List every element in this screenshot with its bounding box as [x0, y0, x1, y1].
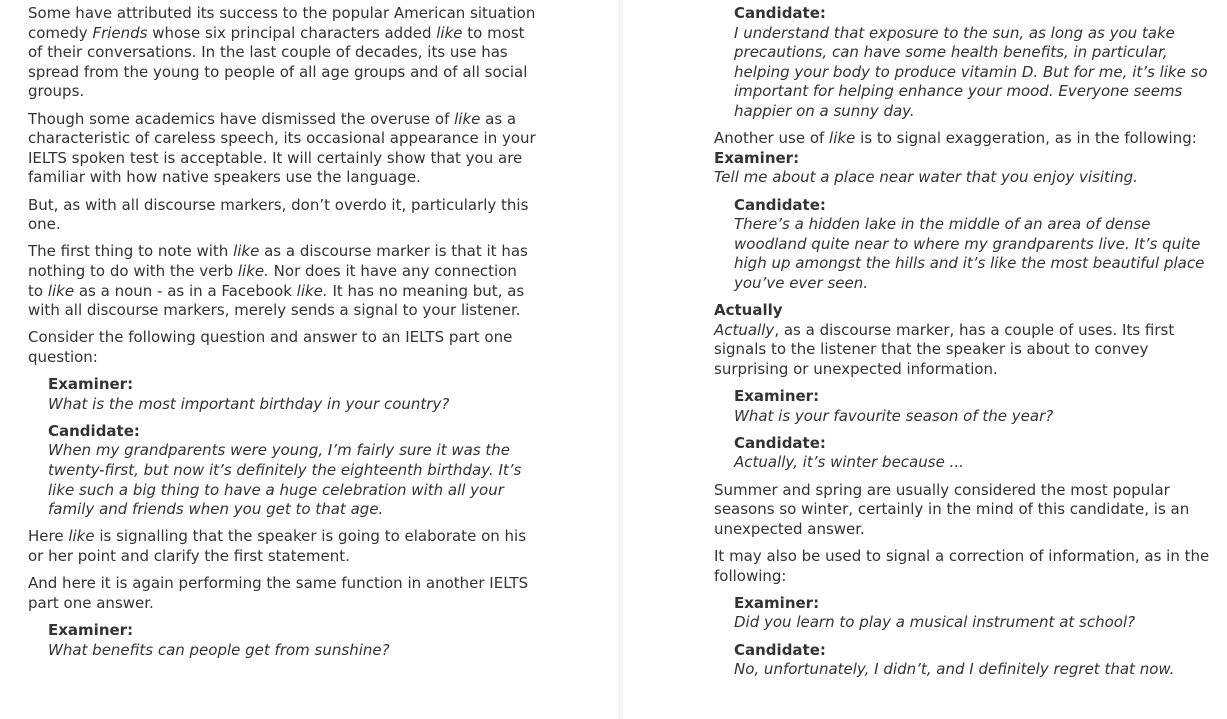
example-instrument-question: [714, 594, 1224, 633]
candidate-answer: I understand that exposure to the sun, as long as you take precautions, can have some health benefits, in particular, helping your body to produce vitamin D. But for me, it’s like so important for helping enhance your mood. Everyone seems happier on a sunny day.: [734, 23, 1208, 120]
paragraph-academics: Though some academics have dismissed the overuse of like as a characteristic of careless speech, its occasional appearance in your IELTS spoken test is acceptable. It will certainly show that you are familiar with how native speakers use the language.: [28, 109, 536, 187]
example-lake-answer: [714, 196, 1224, 294]
examiner-question: What is the most important birthday in your country?: [48, 394, 450, 413]
paragraph-signalling: Here like is signalling that the speaker is going to elaborate on his or her point and clarify the first statement.: [28, 527, 527, 565]
candidate-label: Candidate:: [734, 640, 826, 659]
right-column: [714, 4, 1224, 687]
candidate-answer: No, unfortunately, I didn’t, and I definitely regret that now.: [734, 660, 1175, 679]
examiner-label: Examiner:: [714, 148, 800, 167]
example-sunshine-question: [28, 621, 536, 660]
column-divider: [618, 0, 623, 719]
example-instrument-answer: [714, 641, 1224, 680]
examiner-label: Examiner:: [48, 620, 134, 639]
example-season-answer: [714, 434, 1224, 473]
candidate-answer: Actually, it’s winter because ...: [734, 453, 964, 472]
paragraph-consider: Consider the following question and answer to an IELTS part one question:: [28, 328, 513, 366]
candidate-answer: When my grandparents were young, I’m fairly sure it was the twenty-first, but now it’s definitely the eighteenth birthday. It’s like such a big thing to have a huge celebration with all your family and friends when you get to that age.: [48, 441, 522, 519]
candidate-label: Candidate:: [734, 195, 826, 214]
candidate-label: Candidate:: [48, 421, 140, 440]
examiner-question: Did you learn to play a musical instrument at school?: [734, 613, 1136, 632]
paragraph-unexpected: Summer and spring are usually considered the most popular seasons so winter, certainly in the mind of this candidate, is an unexpected answer.: [714, 480, 1190, 538]
paragraph-friends: Some have attributed its success to the popular American situation comedy Friends whose six principal characters added like to most of their conversations. In the last couple of decades, its use has spread from the young to people of all age groups and of all social groups.: [28, 4, 536, 101]
examiner-question: What benefits can people get from sunshine?: [48, 640, 390, 659]
paragraph-first-thing: The first thing to note with like as a discourse marker is that it has nothing to do with the verb like. Nor does it have any connection to like as a noun - as in a Facebook like. It has no meaning but, as with all discourse markers, merely sends a signal to your listener.: [28, 242, 528, 320]
section-heading-actually: Actually: [714, 301, 783, 320]
paragraph-actually-uses: Actually, as a discourse marker, has a couple of uses. Its first signals to the listener that the speaker is about to convey surprising or unexpected information.: [714, 320, 1175, 378]
example-birthday-question: [28, 375, 536, 414]
examiner-label: Examiner:: [48, 375, 134, 394]
examiner-question: Tell me about a place near water that you enjoy visiting.: [714, 168, 1138, 187]
paragraph-dont-overdo: But, as with all discourse markers, don’t overdo it, particularly this one.: [28, 195, 529, 234]
examiner-label: Examiner:: [734, 593, 820, 612]
examiner-label: Examiner:: [734, 387, 820, 406]
candidate-label: Candidate:: [734, 4, 826, 22]
example-season-question: [714, 387, 1224, 426]
examiner-question: What is your favourite season of the year?: [734, 406, 1054, 425]
left-column: [28, 4, 536, 668]
example-birthday-answer: [28, 422, 536, 520]
candidate-answer: There’s a hidden lake in the middle of an area of dense woodland quite near to where my grandparents live. It’s quite high up amongst the hills and it’s like the most beautiful place you’ve ever seen.: [734, 215, 1205, 292]
example-sunshine-answer: [714, 4, 1224, 122]
candidate-label: Candidate:: [734, 433, 826, 452]
paragraph-exaggeration: Another use of like is to signal exaggeration, as in the following: Examiner: Tell me about a place near water that you enjoy visiting.: [714, 129, 1224, 188]
paragraph-again: And here it is again performing the same function in another IELTS part one answer.: [28, 574, 529, 612]
paragraph-correction: It may also be used to signal a correction of information, as in the following:: [714, 547, 1210, 585]
